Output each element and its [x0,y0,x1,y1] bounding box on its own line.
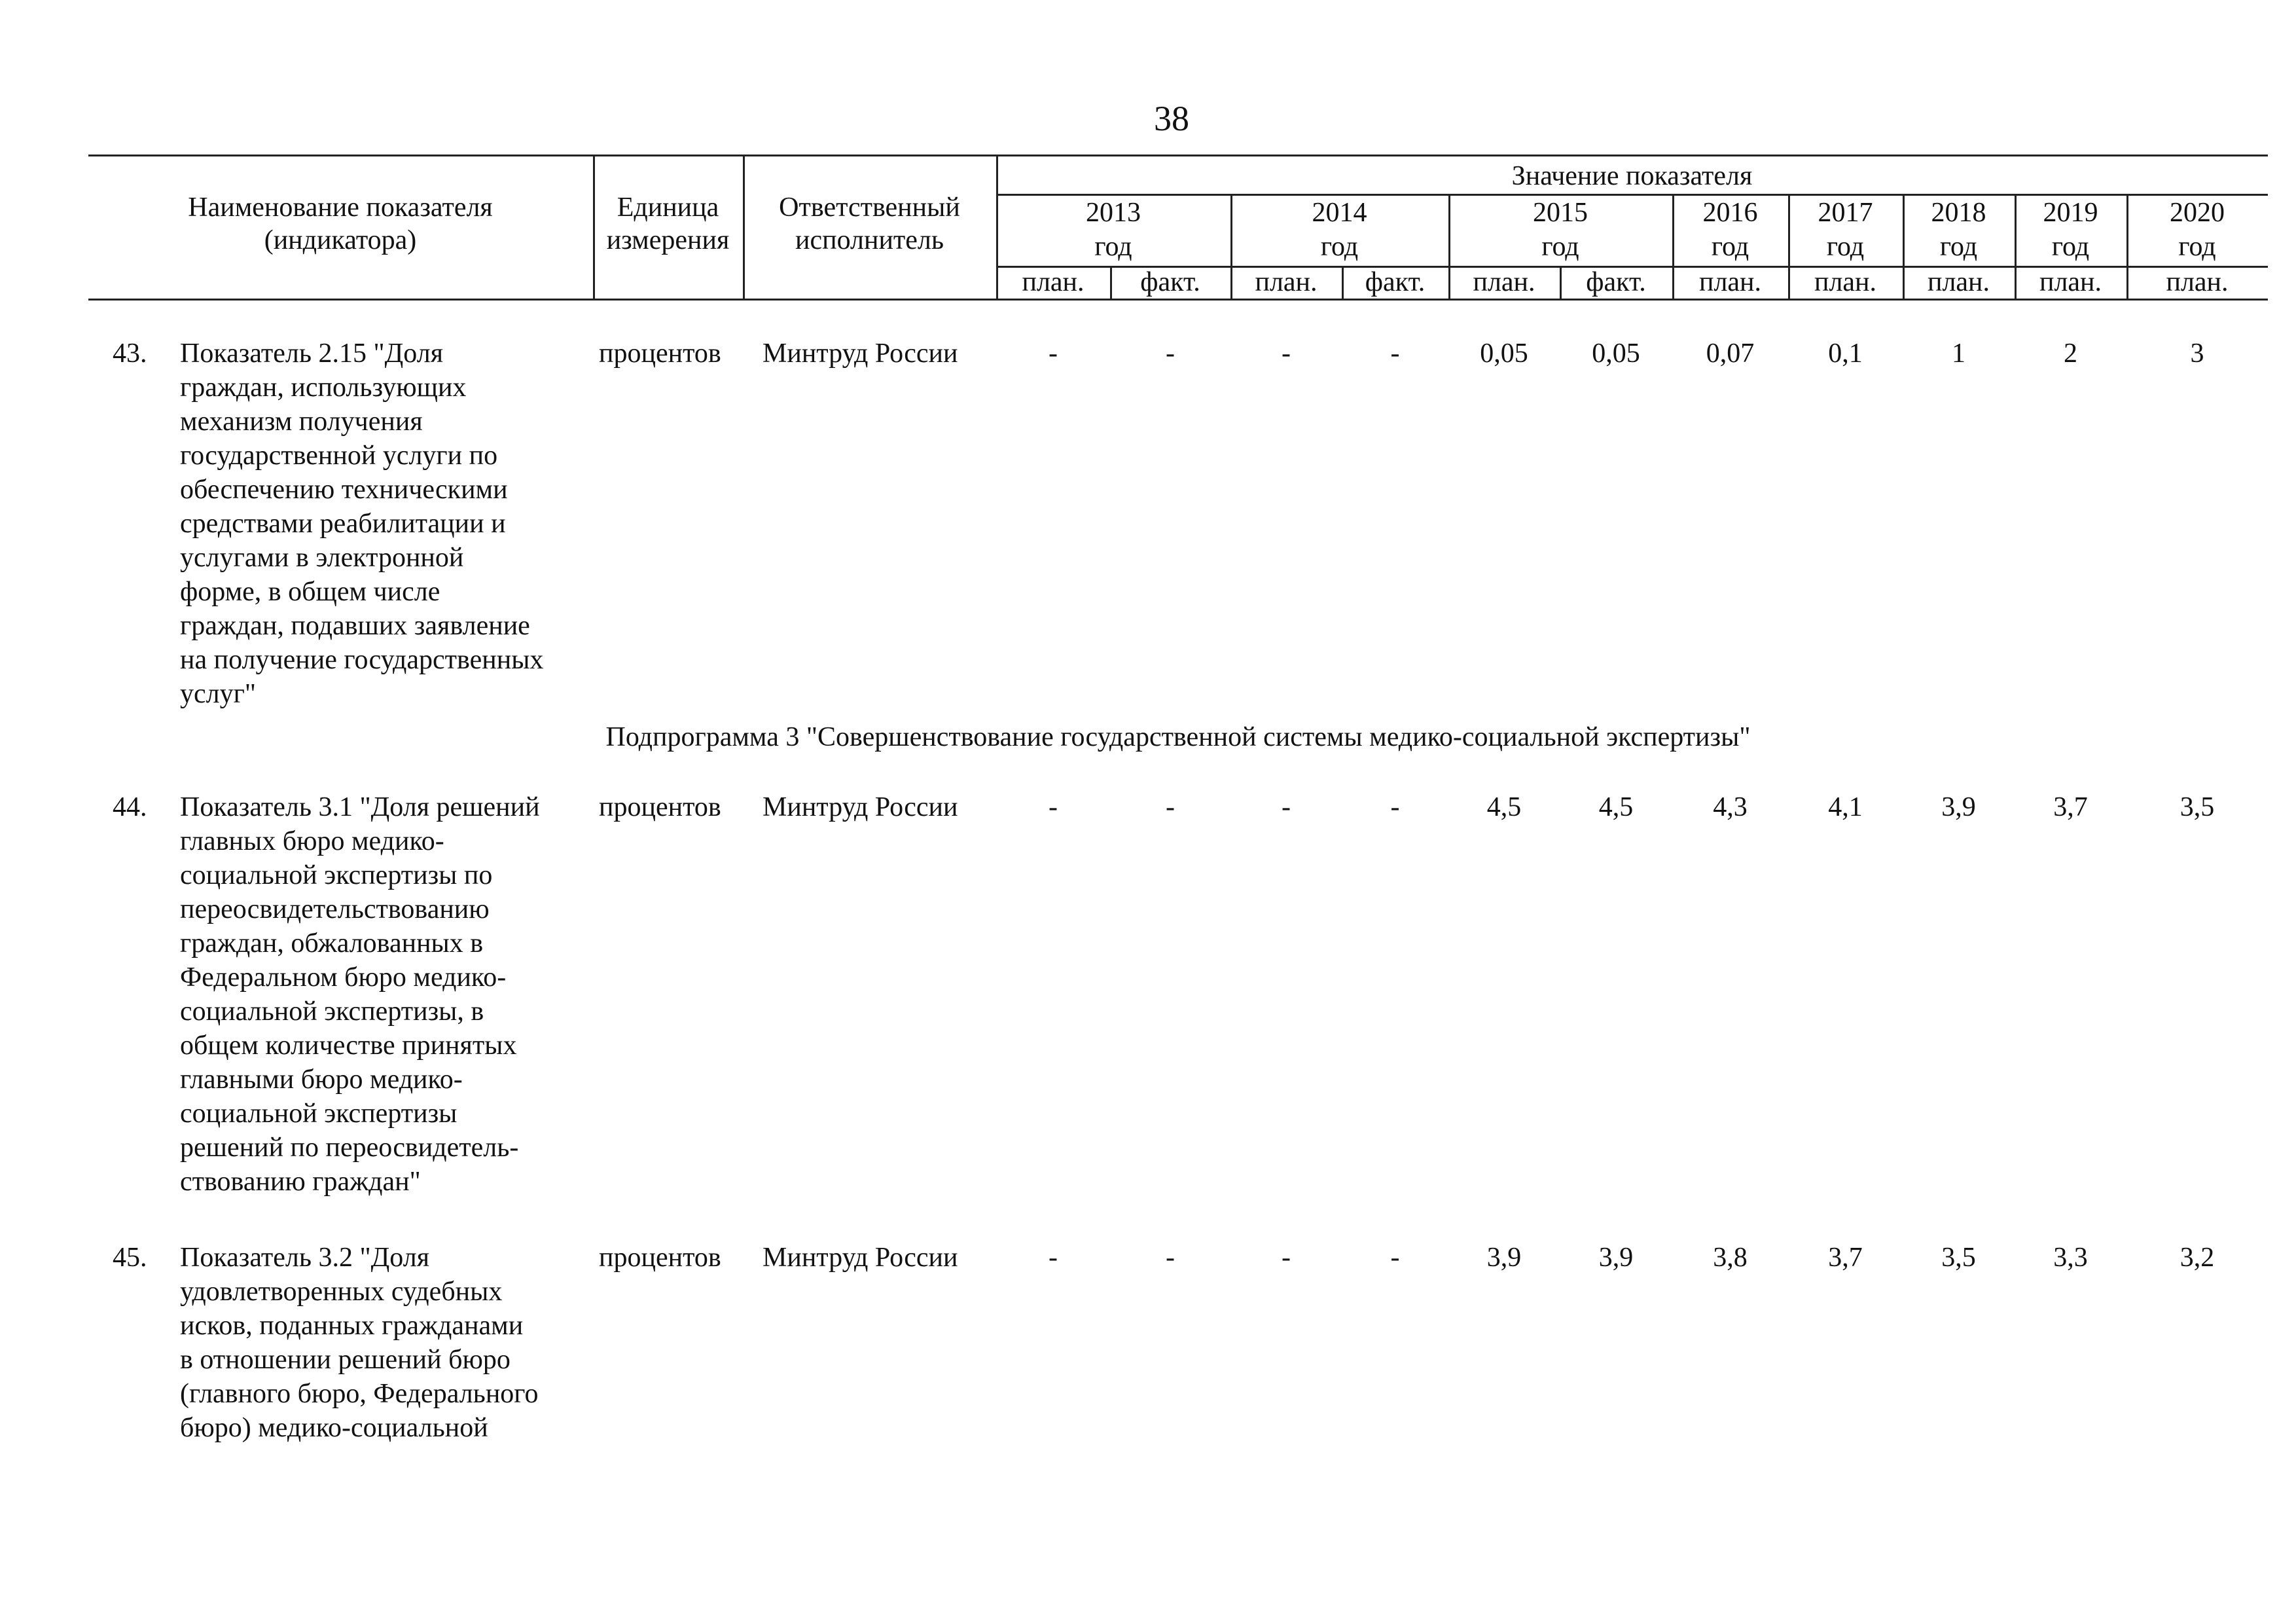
header-sub-fact: факт. [1365,267,1426,297]
header-sub-plan: план. [2039,267,2102,297]
header-year: 2015 [1533,198,1588,228]
header-year: 2013 [1086,198,1141,228]
value-cell: - [1166,338,1175,369]
header-name: Наименование показателя (индикатора) [188,192,493,255]
value-cell: - [1390,338,1400,369]
value-cell: 4,1 [1828,792,1863,822]
header-year: 2014 [1312,198,1367,228]
responsible-cell: Минтруд России [762,1243,958,1273]
header-year-unit: год [1541,232,1579,262]
unit-cell: процентов [599,792,721,822]
header-year: 2020 [2170,198,2225,228]
value-cell: 3,7 [2053,792,2088,822]
indicator-name: Показатель 3.1 "Доля решений главных бюро медико- социальной экспертизы по переосвидетельствованию граждан, обжалованных в Федеральном бюро медико- социальной экспертизы, в общем количестве принятых главными бюро медико- социальной экспертизы решений по переосвидетель- ствованию граждан" [180,792,540,1197]
value-cell: - [1049,338,1058,369]
header-year-unit: год [1939,232,1978,262]
value-cell: 3,9 [1941,792,1976,822]
page-number: 38 [1154,99,1189,138]
header-bottom-rule [88,299,2268,301]
header-value-rule [996,194,2268,196]
responsible-cell: Минтруд России [762,338,958,369]
header-sub-plan: план. [2166,267,2229,297]
header-year: 2017 [1818,198,1873,228]
value-cell: 0,1 [1828,338,1863,369]
value-cell: 2 [2064,338,2077,369]
value-cell: 1 [1952,338,1965,369]
header-year-unit: год [1711,232,1749,262]
value-cell: 4,5 [1486,792,1522,822]
header-year: 2016 [1702,198,1758,228]
subprogram-heading: Подпрограмма 3 "Совершенствование государственной системы медико-социальной экспертизы" [605,722,1751,752]
value-cell: 3,9 [1598,1243,1634,1273]
header-sub-plan: план. [1698,267,1762,297]
value-cell: 3,7 [1828,1243,1863,1273]
value-cell: 4,5 [1598,792,1634,822]
header-year-unit: год [2178,232,2216,262]
value-cell: - [1390,792,1400,822]
header-sub-plan: план. [1022,267,1085,297]
value-cell: 3 [2190,338,2204,369]
header-year: 2018 [1931,198,1986,228]
row-number: 43. [113,338,147,369]
header-value-group: Значение показателя [1511,161,1753,191]
header-sub-plan: план. [1814,267,1877,297]
value-cell: 4,3 [1713,792,1748,822]
indicator-name: Показатель 2.15 "Доля граждан, использующих механизм получения государственной услуги по обеспечению техническими средствами реабилитации и услугами в электронной форме, в общем числе граждан, подавших заявление на получение государственных услуг" [180,338,544,709]
value-cell: - [1049,792,1058,822]
value-cell: - [1390,1243,1400,1273]
header-sub-plan: план. [1473,267,1535,297]
header-sub-fact: факт. [1140,267,1200,297]
value-cell: - [1049,1243,1058,1273]
header-top-rule [88,155,2268,156]
header-year-unit: год [1094,232,1132,262]
value-cell: 0,07 [1706,338,1755,369]
value-cell: - [1166,1243,1175,1273]
header-sub-plan: план. [1927,267,1990,297]
value-cell: 0,05 [1480,338,1528,369]
value-cell: 3,3 [2053,1243,2088,1273]
unit-cell: процентов [599,338,721,369]
value-cell: - [1282,1243,1291,1273]
indicator-name: Показатель 3.2 "Доля удовлетворенных судебных исков, поданных гражданами в отношении решений бюро (главного бюро, Федерального бюро) медико-социальной [180,1243,539,1443]
row-number: 45. [113,1243,147,1273]
header-sub-fact: факт. [1586,267,1646,297]
row-number: 44. [113,792,147,822]
value-cell: 3,8 [1713,1243,1748,1273]
value-cell: - [1282,792,1291,822]
value-cell: 3,5 [1941,1243,1976,1273]
value-cell: 3,2 [2179,1243,2215,1273]
header-year-unit: год [1320,232,1359,262]
header-sub-plan: план. [1255,267,1318,297]
responsible-cell: Минтруд России [762,792,958,822]
value-cell: 3,5 [2179,792,2215,822]
header-responsible: Ответственный исполнитель [779,192,960,255]
value-cell: 3,9 [1486,1243,1522,1273]
value-cell: 0,05 [1592,338,1640,369]
header-year-unit: год [1826,232,1865,262]
unit-cell: процентов [599,1243,721,1273]
header-year-unit: год [2051,232,2090,262]
value-cell: - [1282,338,1291,369]
header-year: 2019 [2043,198,2098,228]
header-unit: Единица измерения [606,192,730,255]
value-cell: - [1166,792,1175,822]
